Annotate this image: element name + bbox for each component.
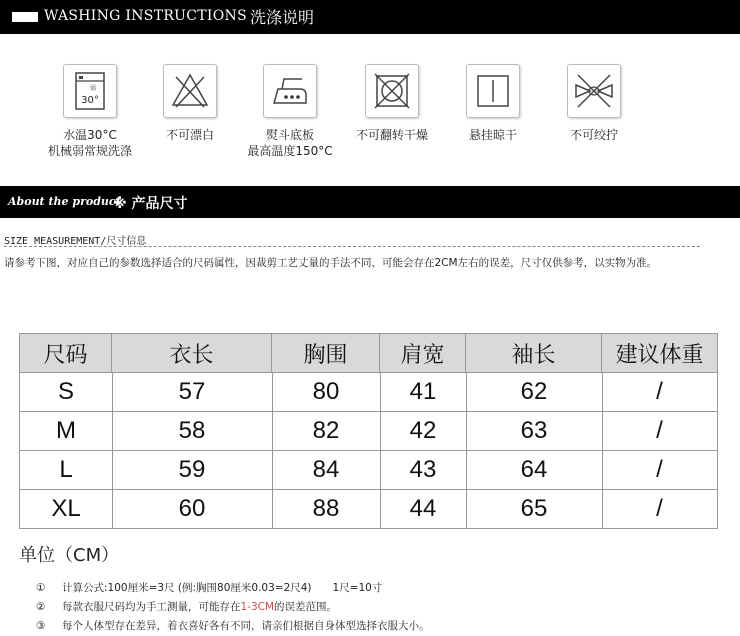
- table-cell: 84: [312, 455, 340, 483]
- caption-line: 悬挂晾干: [468, 128, 517, 142]
- size-note: 请参考下图，对应自己的参数选择适合的尺码属性，因裁剪工艺丈量的手法不同，可能会存在2CM左右的误差，尺寸仅供参考，以实物为准。: [4, 257, 658, 269]
- table-row: [20, 372, 717, 412]
- care-item-no-wring: [539, 64, 649, 143]
- table-cell: XL: [51, 494, 81, 522]
- table-cell: M: [56, 416, 76, 444]
- table-header-cell: 建议体重: [615, 342, 704, 368]
- table-cell: /: [656, 416, 663, 444]
- caption-line: 不可翻转干燥: [355, 128, 428, 142]
- footnote-text: 的误差范围。: [274, 601, 338, 613]
- care-item-machine-wash: [35, 64, 145, 159]
- unit-label: 单位（CM）: [19, 545, 120, 566]
- caption-line: 不可绞拧: [569, 128, 618, 142]
- washing-title-en: WASHING INSTRUCTIONS: [44, 8, 247, 24]
- footnote-1: [36, 580, 382, 595]
- table-row: [20, 450, 717, 490]
- caption-line: 最高温度150°C: [247, 144, 333, 158]
- table-cell: 44: [409, 494, 437, 522]
- table-header-cell: 肩宽: [380, 334, 466, 372]
- table-cell: 63: [520, 416, 548, 444]
- washing-title-cn: 洗涤说明: [250, 8, 315, 27]
- footnote-3: [36, 618, 430, 633]
- washing-instructions-header: [0, 0, 740, 34]
- table-row: [20, 411, 717, 451]
- table-cell: 60: [178, 494, 206, 522]
- table-column-divider: [112, 372, 113, 528]
- table-header-row: [20, 334, 717, 373]
- no-bleach-icon: [163, 64, 217, 118]
- footnote-2: [36, 599, 337, 614]
- footnote-highlight: 1-3CM: [240, 601, 275, 613]
- table-header-cell: 尺码: [20, 334, 112, 372]
- table-cell: 88: [312, 494, 340, 522]
- about-title-en: About the product: [8, 195, 121, 208]
- about-title-cn: ※ 产品尺寸: [113, 196, 188, 212]
- about-product-header: [0, 186, 740, 218]
- care-item-no-bleach: [135, 64, 245, 143]
- table-cell: 82: [312, 416, 340, 444]
- footnote-number: ①: [36, 582, 46, 594]
- table-cell: 41: [409, 377, 437, 405]
- table-row: [20, 489, 717, 529]
- no-tumble-dry-icon: [365, 64, 419, 118]
- no-wring-icon: [567, 64, 621, 118]
- footnote-text: 每款衣服尺码均为手工测量，可能存在: [62, 601, 241, 613]
- machine-icon-temp: 30°: [81, 95, 99, 106]
- table-cell: /: [656, 494, 663, 522]
- table-cell: /: [656, 455, 663, 483]
- table-cell: 57: [178, 377, 206, 405]
- iron-150-icon: [263, 64, 317, 118]
- table-column-divider: [272, 372, 273, 528]
- care-item-line-dry: [438, 64, 548, 143]
- table-cell: 62: [520, 377, 548, 405]
- care-icons-row: [0, 64, 740, 174]
- table-cell: 42: [409, 416, 437, 444]
- table-header-cell: 衣长: [112, 334, 272, 372]
- care-item-no-tumble-dry: [337, 64, 447, 143]
- footnote-text: 计算公式:100厘米=3尺 (例:胸围80厘米0.03=2尺4) 1尺=10寸: [62, 582, 383, 594]
- table-column-divider: [602, 372, 603, 528]
- line-dry-icon: [466, 64, 520, 118]
- table-cell: 59: [178, 455, 206, 483]
- table-cell: 80: [312, 377, 340, 405]
- table-header-cell: 胸围: [272, 334, 380, 372]
- size-table: [19, 333, 718, 529]
- table-cell: /: [656, 377, 663, 405]
- machine-wash-30-icon: [63, 64, 117, 118]
- machine-icon-top: 弱: [89, 85, 97, 92]
- table-cell: 65: [520, 494, 548, 522]
- caption-line: 机械弱常规洗涤: [47, 144, 132, 158]
- caption-line: 熨斗底板: [265, 128, 314, 142]
- table-cell: 64: [520, 455, 548, 483]
- caption-line: 不可漂白: [165, 128, 214, 142]
- table-column-divider: [466, 372, 467, 528]
- table-cell: S: [57, 377, 74, 405]
- table-header-cell: 袖长: [466, 334, 602, 372]
- table-cell: 43: [409, 455, 437, 483]
- dashed-divider: [4, 246, 700, 247]
- care-item-iron: [235, 64, 345, 159]
- table-column-divider: [380, 372, 381, 528]
- table-cell: L: [59, 455, 73, 483]
- footnote-text: 每个人体型存在差异，着衣喜好各有不同，请亲们根据自身体型选择衣服大小。: [62, 620, 430, 632]
- footnote-number: ③: [36, 620, 46, 632]
- footnote-number: ②: [36, 601, 46, 613]
- table-cell: 58: [178, 416, 206, 444]
- header-tag-mark: [12, 12, 38, 22]
- size-measurement-label: SIZE MEASUREMENT/尺寸信息: [4, 236, 147, 247]
- caption-line: 水温30°C: [63, 128, 117, 142]
